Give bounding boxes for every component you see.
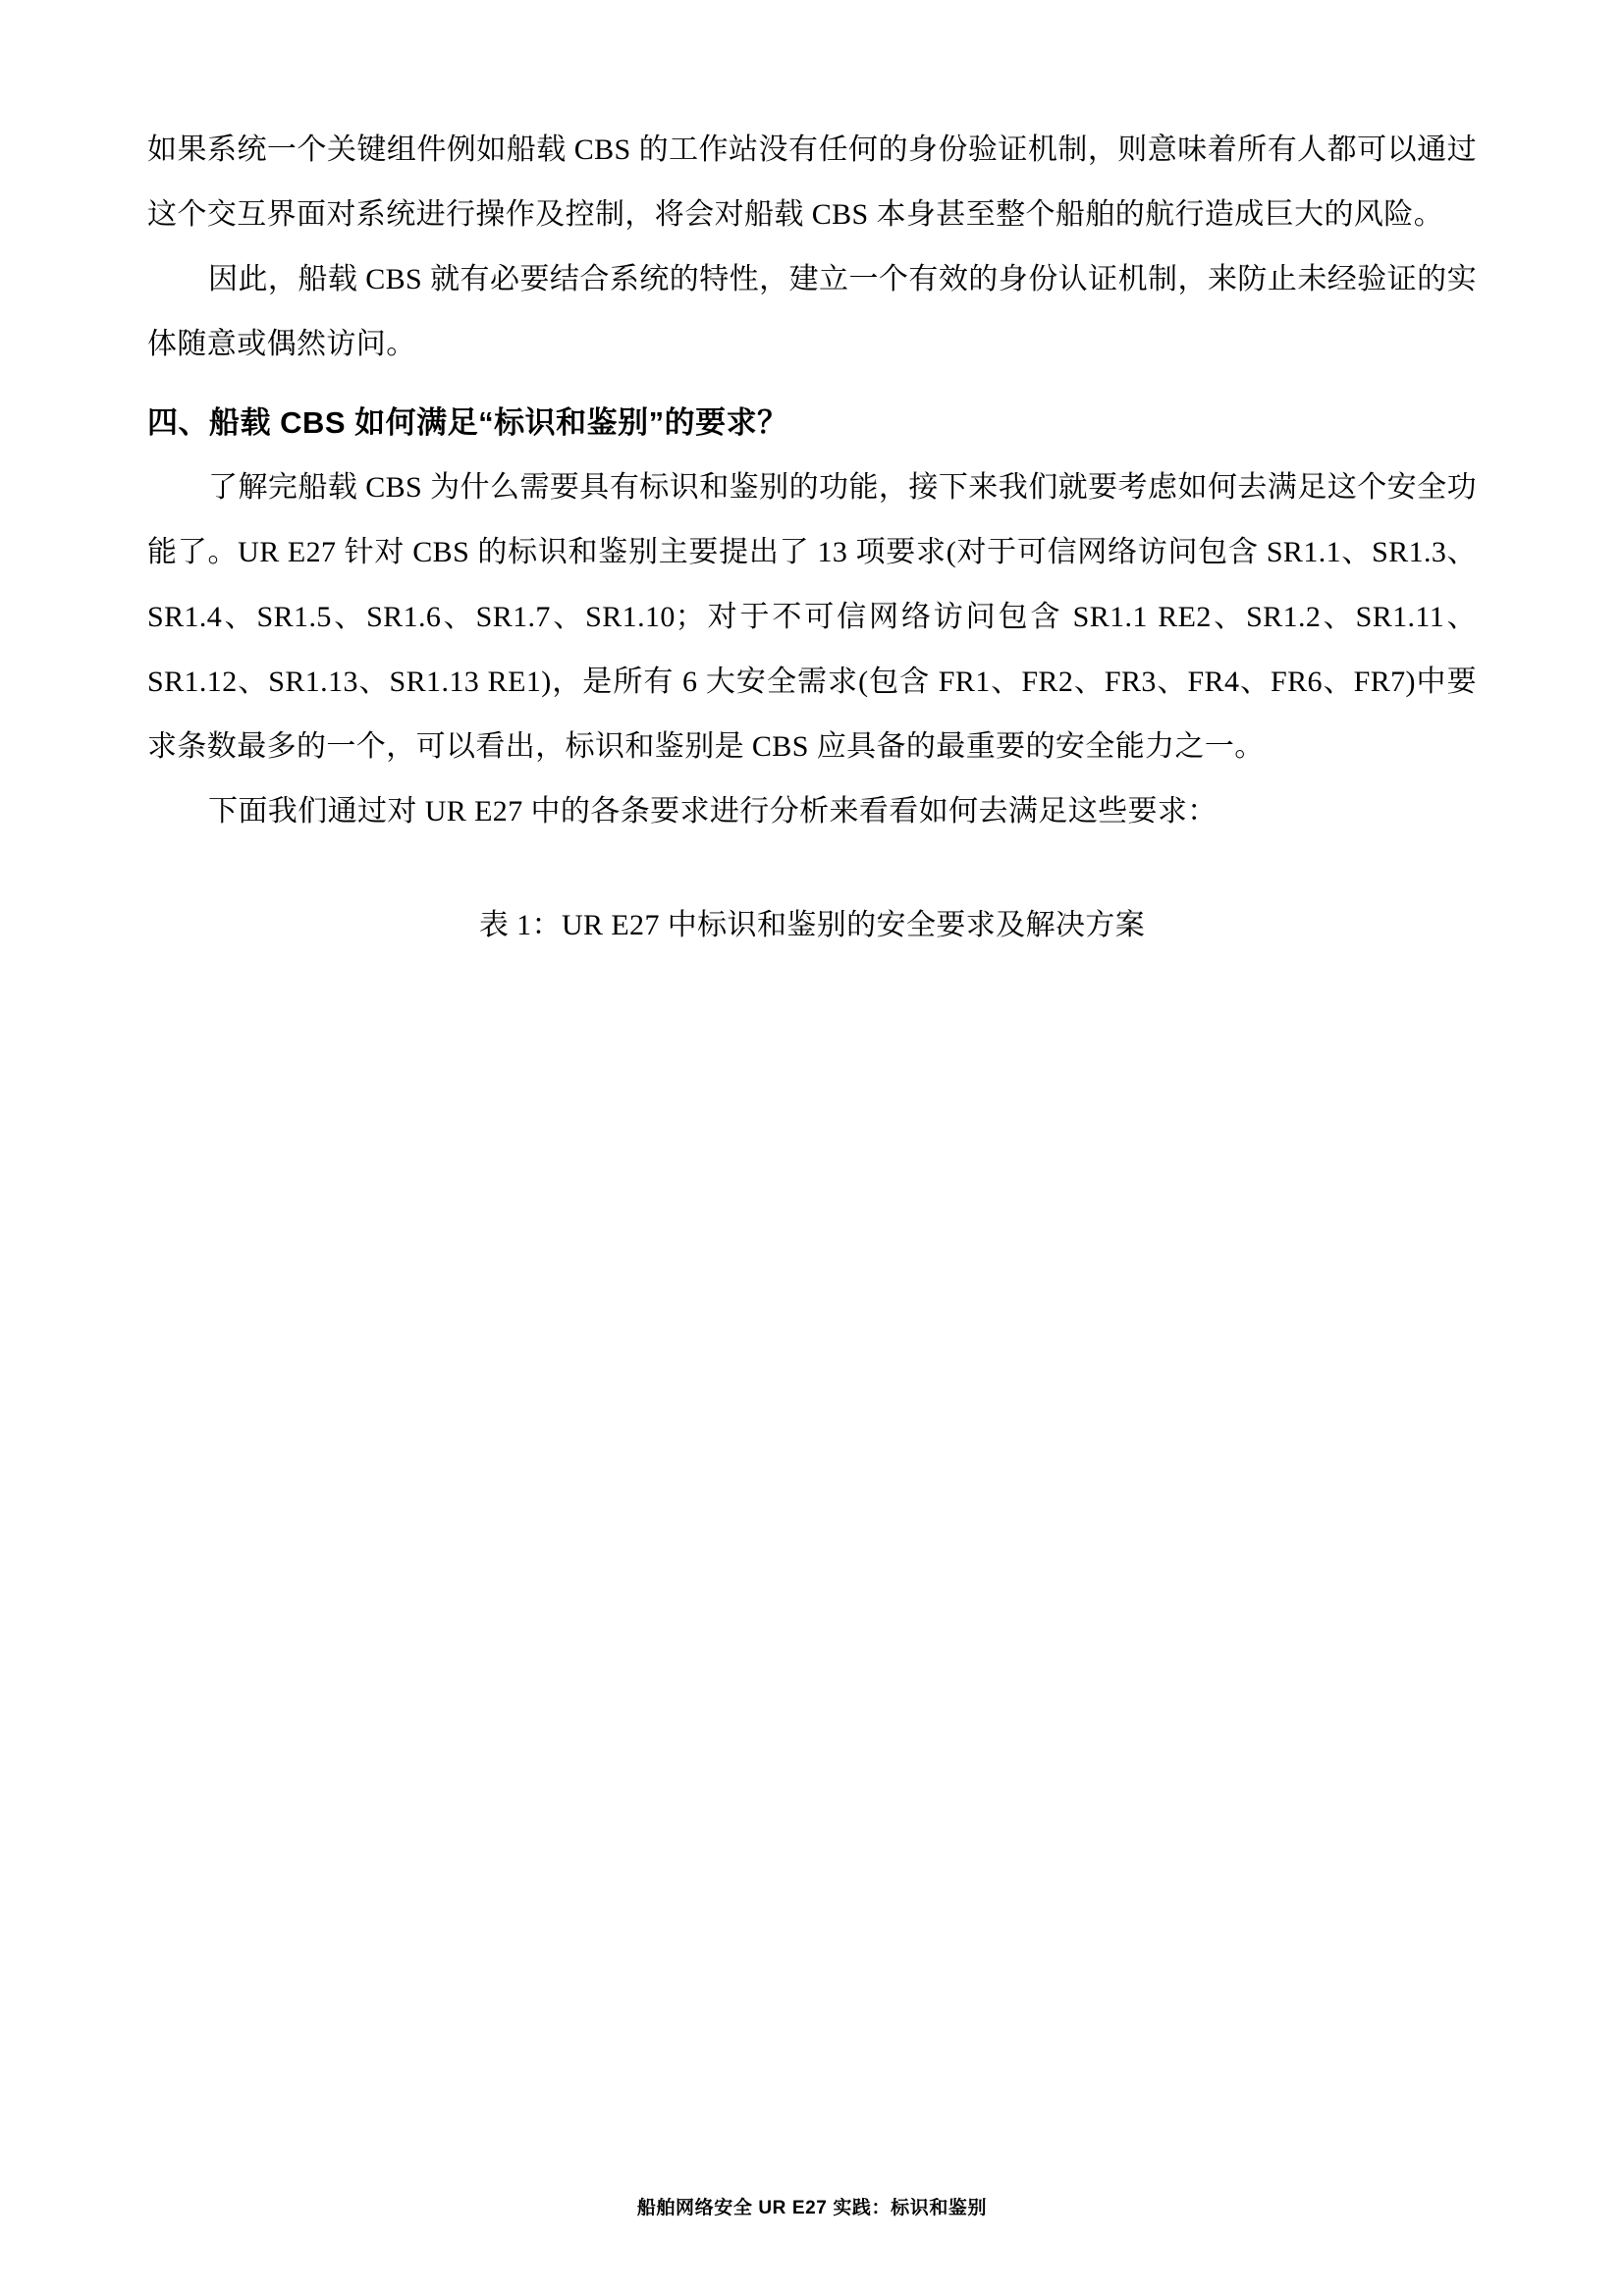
paragraph-4: 下面我们通过对 UR E27 中的各条要求进行分析来看看如何去满足这些要求： [208, 795, 1218, 828]
page-footer: 船舶网络安全 UR E27 实践：标识和鉴别 [636, 2198, 988, 2218]
section-heading: 四、船载 CBS 如何满足“标识和鉴别”的要求？ [147, 405, 788, 440]
table-caption: 表 1：UR E27 中标识和鉴别的安全要求及解决方案 [478, 909, 1146, 941]
paragraph-2: 因此，船载 CBS 就有必要结合系统的特性，建立一个有效的身份认证机制，来防止未经验证的实体随意或偶然访问。 [147, 263, 1477, 360]
paragraph-3: 了解完船载 CBS 为什么需要具有标识和鉴别的功能，接下来我们就要考虑如何去满足这个安全功能了。UR E27 针对 CBS 的标识和鉴别主要提出了 13 项要求(对于可信网络访问包含 SR1.1、SR1.3、SR1.4、SR1.5、SR1.6、SR1.7、SR1.10；对于不可信网络访问包含 SR1.1 RE2、SR1.2、SR1.11、SR1.12、SR1.13、SR1.13 RE1)，是所有 6 大安全需求(包含 FR1、FR2、FR3、FR4、FR6、FR7)中要求条数最多的一个，可以看出，标识和鉴别是 CBS 应具备的最重要的安全能力之一。 [147, 471, 1477, 763]
paragraph-1: 如果系统一个关键组件例如船载 CBS 的工作站没有任何的身份验证机制，则意味着所有人都可以通过这个交互界面对系统进行操作及控制，将会对船载 CBS 本身甚至整个船舶的航行造成巨大的风险。 [147, 133, 1477, 231]
empty-table-area [147, 956, 1477, 1388]
